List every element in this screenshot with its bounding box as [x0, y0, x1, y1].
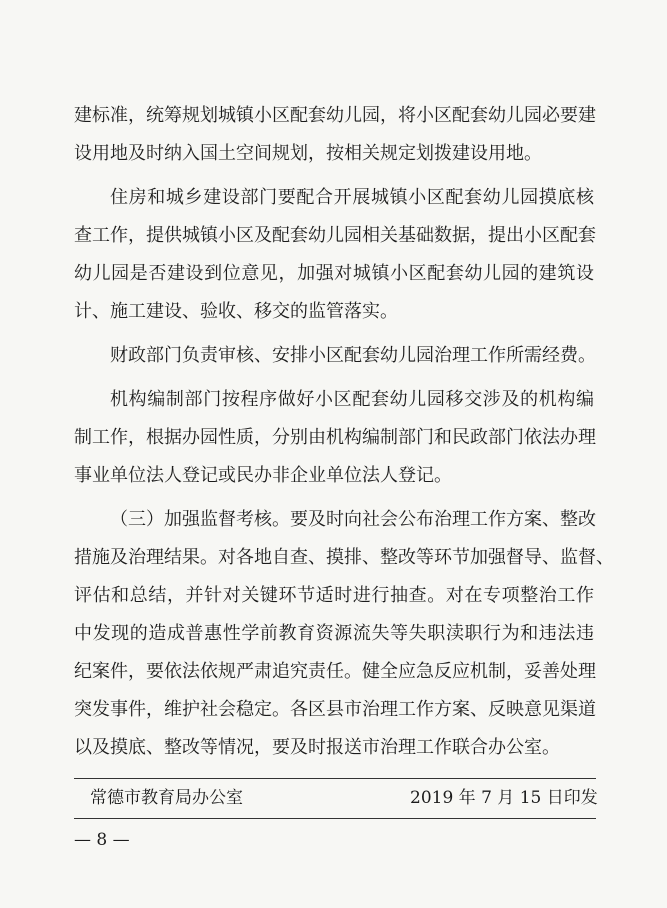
- text-line: 事业单位法人登记或民办非企业单位法人登记。: [74, 465, 452, 486]
- footer-divider-top: [74, 778, 596, 779]
- text-line: 住房和城乡建设部门要配合开展城镇小区配套幼儿园摸底核: [110, 187, 594, 208]
- text-line: 建标准，统筹规划城镇小区配套幼儿园，将小区配套幼儿园必要建: [74, 105, 596, 126]
- text-line: 机构编制部门按程序做好小区配套幼儿园移交涉及的机构编: [110, 389, 594, 410]
- paragraph-2: [74, 179, 594, 331]
- text-line: 中发现的造成普惠性学前教育资源流失等失职渎职行为和违法违: [74, 623, 594, 644]
- issue-date: 2019 年 7 月 15 日印发: [410, 788, 598, 808]
- text-line: 以及摸底、整改等情况，要及时报送市治理工作联合办公室。: [74, 737, 560, 758]
- text-line: 设用地及时纳入国土空间规划，按相关规定划拨建设用地。: [74, 143, 542, 164]
- issuer-label: 常德市教育局办公室: [90, 788, 243, 808]
- text-line: 评估和总结，并针对关键环节适时进行抽查。对在专项整治工作: [74, 585, 594, 606]
- text-line: 财政部门负责审核、安排小区配套幼儿园治理工作所需经费。: [110, 345, 596, 366]
- body-text: [74, 97, 614, 767]
- text-line: 纪案件，要依法依规严肃追究责任。健全应急反应机制，妥善处理: [74, 661, 596, 682]
- text-line: 幼儿园是否建设到位意见，加强对城镇小区配套幼儿园的建筑设: [74, 263, 594, 284]
- paragraph-4: [74, 381, 594, 495]
- text-line: 查工作，提供城镇小区及配套幼儿园相关基础数据，提出小区配套: [74, 225, 596, 246]
- footer-divider-bottom: [74, 818, 596, 819]
- paragraph-1: [74, 97, 594, 173]
- text-line: 制工作，根据办园性质，分别由机构编制部门和民政部门依法办理: [74, 427, 596, 448]
- text-line: 措施及治理结果。对各地自查、摸排、整改等环节加强督导、监督、: [74, 547, 614, 568]
- text-line: （三）加强监督考核。要及时向社会公布治理工作方案、整改: [110, 509, 596, 530]
- text-line: 突发事件，维护社会稳定。各区县市治理工作方案、反映意见渠道: [74, 699, 596, 720]
- page-number: — 8 —: [74, 830, 130, 850]
- paragraph-3: [74, 337, 594, 375]
- text-line: 计、施工建设、验收、移交的监管落实。: [74, 301, 398, 322]
- paragraph-5: [74, 501, 614, 767]
